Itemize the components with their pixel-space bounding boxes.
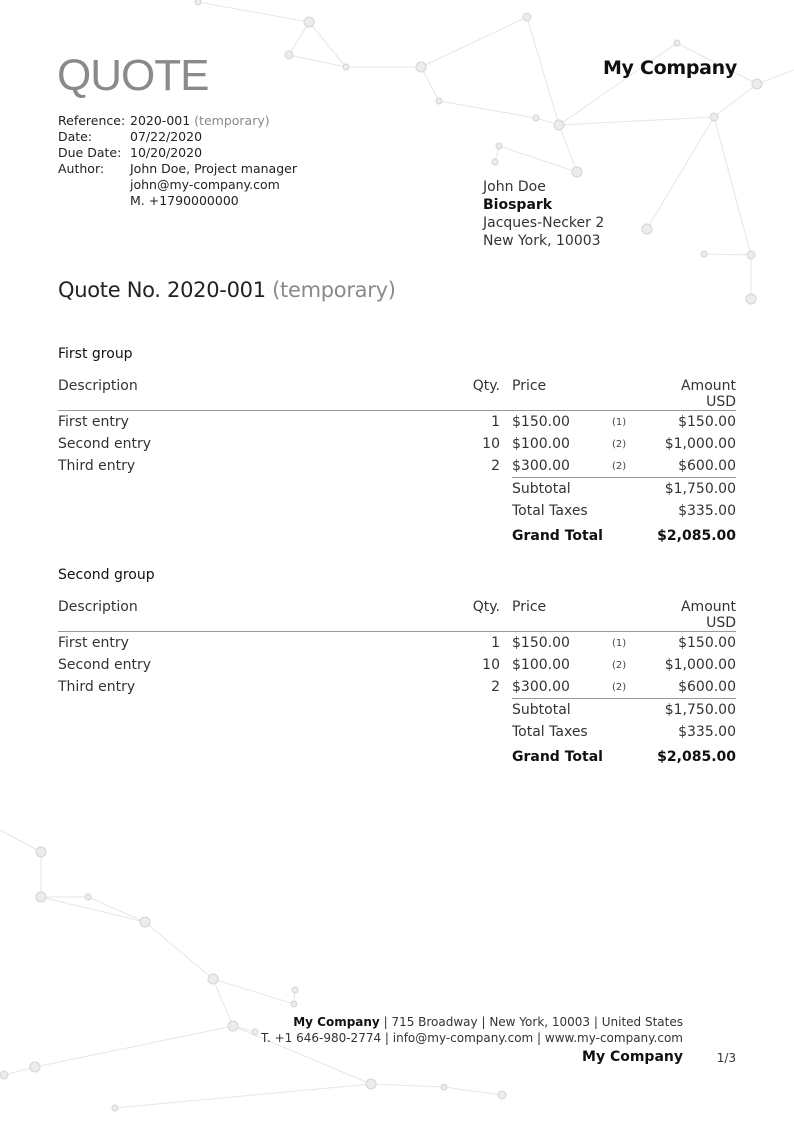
meta-value: 07/22/2020 [130,129,203,144]
temporary-note: (temporary) [272,278,396,302]
grand-total-row [58,522,736,549]
author-email: john@my-company.com [130,177,280,192]
cell-price: $300.00 [512,458,570,474]
grand-total-row [58,743,736,770]
recipient-street: Jacques-Necker 2 [483,215,605,231]
cell-tax-ref: (1) [612,416,627,428]
cell-amount: $150.00 [678,414,736,430]
taxes-label: Total Taxes [512,503,588,519]
cell-price: $100.00 [512,436,570,452]
taxes-row [58,721,736,743]
document-title: QUOTE [57,51,209,100]
cell-price: $100.00 [512,657,570,673]
subtotal-label: Subtotal [512,699,648,722]
cell-amount: $1,000.00 [664,436,736,452]
items-table [58,599,736,770]
cell-price: $150.00 [512,414,570,430]
table-header-row [58,599,736,632]
items-table [58,378,736,549]
cell-description: First entry [58,635,129,651]
cell-tax-ref: (2) [612,659,627,671]
table-row [58,676,736,699]
cell-qty: 10 [482,657,500,673]
table-header-row [58,378,736,411]
cell-description: First entry [58,414,129,430]
column-header-qty: Qty. [438,378,512,411]
company-name-header: My Company [602,57,737,79]
footer-address: My Company | 715 Broadway | New York, 10003 | United States [293,1015,683,1029]
taxes-value: $335.00 [678,503,736,519]
cell-description: Third entry [58,458,136,475]
cell-amount: $600.00 [678,679,736,695]
meta-label: Reference: [58,113,126,128]
cell-qty: 1 [491,635,500,651]
item-group [58,567,736,770]
table-row [58,654,736,676]
recipient-address [483,178,604,250]
column-header-amount: Amount USD [648,378,736,411]
cell-qty: 2 [491,458,500,475]
grand-total-label: Grand Total [512,748,603,765]
meta-author [58,161,297,209]
taxes-label: Total Taxes [512,724,588,740]
meta-due-date [58,145,297,161]
item-group [58,346,736,549]
cell-amount: $150.00 [678,635,736,651]
meta-label: Author: [58,161,105,176]
table-row [58,433,736,455]
subtotal-label: Subtotal [512,478,648,501]
footer-company-name: My Company [582,1049,683,1065]
cell-description: Third entry [58,679,136,696]
grand-total-value: $2,085.00 [657,748,736,765]
cell-description: Second entry [58,657,151,673]
column-header-amount: Amount USD [648,599,736,632]
meta-label: Due Date: [58,145,122,160]
cell-qty: 1 [491,414,500,430]
recipient-organization: Biospark [483,197,553,213]
footer-contact: T. +1 646-980-2774 | info@my-company.com | www.my-company.com [261,1031,683,1045]
column-header-qty: Qty. [438,599,512,632]
cell-price: $150.00 [512,635,570,651]
grand-total-label: Grand Total [512,527,603,544]
cell-amount: $600.00 [678,458,736,474]
column-header-price: Price [512,378,648,411]
cell-qty: 10 [482,436,500,452]
subtotal-row [58,478,736,501]
column-header-description: Description [58,378,438,411]
column-header-price: Price [512,599,648,632]
footer-company: My Company [293,1015,380,1029]
meta-reference [58,113,297,129]
cell-tax-ref: (1) [612,637,627,649]
taxes-row [58,500,736,522]
taxes-value: $335.00 [678,724,736,740]
cell-amount: $1,000.00 [664,657,736,673]
cell-price: $300.00 [512,679,570,695]
table-row [58,411,736,434]
cell-tax-ref: (2) [612,438,627,450]
quote-heading: Quote No. 2020-001 (temporary) [58,278,396,302]
meta-value: 2020-001 (temporary) [130,113,270,128]
author-phone: M. +1790000000 [130,193,239,208]
grand-total-value: $2,085.00 [657,527,736,544]
cell-tax-ref: (2) [612,681,627,693]
temporary-note: (temporary) [194,113,270,128]
cell-tax-ref: (2) [612,460,627,472]
table-row [58,455,736,478]
meta-value [130,161,297,209]
meta-date [58,129,297,145]
group-title: First group [58,346,133,362]
meta-label: Date: [58,129,93,144]
author-name: John Doe, Project manager [130,161,297,176]
cell-qty: 2 [491,679,500,696]
subtotal-row [58,699,736,722]
column-header-description: Description [58,599,438,632]
group-title: Second group [58,567,155,583]
subtotal-value: $1,750.00 [648,699,736,722]
page-number: 1/3 [716,1051,736,1065]
quote-metadata [58,113,297,209]
recipient-name: John Doe [483,179,546,195]
recipient-city: New York, 10003 [483,233,601,249]
subtotal-value: $1,750.00 [648,478,736,501]
meta-value: 10/20/2020 [130,145,203,160]
table-row [58,632,736,655]
cell-description: Second entry [58,436,151,452]
